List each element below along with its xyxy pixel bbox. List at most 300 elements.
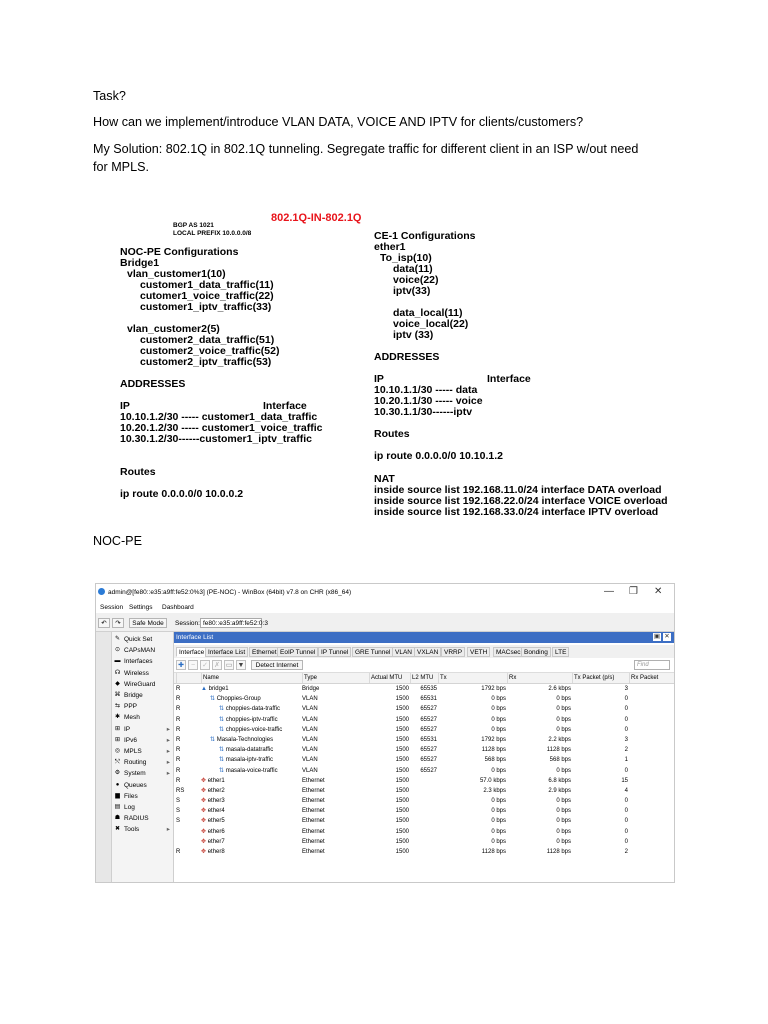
table-cell-rx: 0 bps — [556, 706, 571, 713]
quick-set-icon: ✎ — [114, 636, 121, 642]
mesh-icon: ✱ — [114, 714, 121, 721]
bridge-icon: ⌘ — [114, 692, 121, 698]
sidebar-item-files[interactable] — [112, 791, 173, 802]
table-cell-type: Ethernet — [302, 777, 325, 784]
sidebar-item-log[interactable] — [112, 802, 173, 813]
ce-ip-col: IP — [374, 373, 384, 385]
table-cell-rx: 2.6 kbps — [548, 686, 571, 692]
tab-ip-tunnel[interactable]: IP Tunnel — [318, 647, 351, 657]
menu-dashboard[interactable]: Dashboard — [162, 604, 194, 611]
ce-nat-row: inside source list 192.168.22.0/24 interface VOICE overload — [374, 495, 668, 507]
table-row[interactable] — [174, 684, 674, 694]
table-cell-txp: 0 — [624, 798, 628, 805]
noc-vlan2: vlan_customer2(5) — [127, 323, 220, 335]
table-cell-rx: 568 bps — [549, 757, 571, 764]
noc-vlan2-item: customer2_iptv_traffic(53) — [140, 356, 272, 368]
bridge-icon: ▲ — [201, 686, 209, 692]
table-row[interactable] — [174, 766, 674, 776]
sidebar-item-label: IPv6 — [124, 736, 138, 744]
ppp-icon: ⇆ — [114, 703, 121, 710]
table-row[interactable] — [174, 725, 674, 735]
noc-heading: NOC-PE Configurations — [120, 246, 239, 258]
table-cell-mtu: 1500 — [395, 757, 409, 764]
table-cell-l2: 65527 — [420, 757, 437, 764]
sidebar-item-label: Interfaces — [124, 658, 153, 666]
sidebar-item-label: System — [124, 770, 146, 778]
vlan-icon: ⇅ — [219, 716, 226, 723]
sidebar-item-label: Bridge — [124, 692, 143, 699]
table-cell-flag: RS — [176, 787, 185, 794]
interface-name: choppies-voice-traffic — [225, 726, 283, 733]
table-cell-type: VLAN — [302, 736, 318, 743]
mpls-icon: ◎ — [114, 748, 121, 754]
filter-icon[interactable]: ▼ — [237, 662, 245, 669]
table-row[interactable] — [174, 694, 674, 704]
interface-name-cell — [201, 755, 301, 765]
table-cell-mtu: 1500 — [395, 849, 409, 855]
table-cell-flag: R — [176, 686, 181, 692]
winbox-title: admin@[fe80::e35:a9ff:fe52:0%3] (PE-NOC) - WinBox (64bit) v7.8 on CHR (x86_64) — [108, 589, 352, 596]
table-cell-rx: 1128 bps — [546, 747, 571, 754]
table-cell-tx: 0 bps — [491, 828, 506, 835]
interface-name: ether4 — [207, 808, 225, 815]
sidebar-item-wireless[interactable] — [112, 668, 173, 679]
capsman-icon: ⊙ — [114, 647, 121, 654]
column-header[interactable] — [176, 673, 202, 683]
interface-name: masala-datatraffic — [225, 747, 274, 754]
sidebar-item-label: IP — [124, 725, 131, 733]
ip-icon: ⊞ — [114, 725, 121, 732]
interface-name: ether1 — [207, 777, 225, 784]
interface-name-cell — [201, 704, 301, 714]
sidebar-item-label: RADIUS — [124, 815, 149, 823]
table-cell-txp: 3 — [624, 736, 628, 743]
ce-iface-col: Interface — [487, 373, 531, 385]
interface-name-cell — [201, 827, 301, 837]
table-row[interactable] — [174, 755, 674, 765]
interface-table — [174, 673, 674, 857]
table-cell-tx: 568 bps — [484, 757, 506, 764]
table-cell-mtu: 1500 — [395, 767, 409, 774]
table-cell-type: VLAN — [302, 716, 318, 723]
table-cell-l2: 65527 — [420, 726, 437, 733]
ce-to-isp: To_isp(10) — [380, 252, 432, 264]
table-cell-tx: 57.0 kbps — [479, 777, 506, 784]
winbox-logo-icon — [98, 588, 105, 595]
interface-name: bridge1 — [208, 686, 229, 692]
wireless-icon: ☊ — [114, 669, 121, 676]
interface-name-cell — [201, 786, 301, 796]
table-cell-mtu: 1500 — [395, 787, 409, 794]
sidebar-item-mesh[interactable] — [112, 712, 173, 723]
tab-gre-tunnel[interactable]: GRE Tunnel — [352, 647, 393, 657]
sidebar-item-label: MPLS — [124, 748, 142, 755]
noc-addr-row: 10.30.1.2/30------customer1_iptv_traffic — [120, 433, 312, 445]
table-row[interactable] — [174, 827, 674, 837]
interface-name-cell — [201, 684, 301, 694]
table-cell-mtu: 1500 — [395, 726, 409, 733]
tab-bonding[interactable]: Bonding — [521, 647, 551, 657]
sidebar-item-label: Routing — [124, 759, 147, 767]
table-cell-mtu: 1500 — [395, 818, 409, 825]
interface-tabs — [174, 645, 674, 658]
table-cell-flag: S — [176, 808, 181, 815]
table-cell-tx: 0 bps — [491, 808, 506, 815]
interface-name-cell — [201, 837, 301, 847]
sidebar-menu — [112, 632, 174, 882]
table-header — [174, 673, 674, 684]
sidebar-item-label: Queues — [124, 781, 147, 789]
table-cell-type: VLAN — [302, 747, 318, 754]
table-cell-rx: 0 bps — [556, 818, 571, 825]
interface-list-titlebar — [174, 632, 674, 643]
table-cell-flag: R — [176, 777, 181, 784]
session-field[interactable]: fe80::e35:a9ff:fe52:0:3 — [200, 618, 262, 628]
vlan-icon: ⇅ — [219, 757, 226, 764]
interface-name-cell — [201, 776, 301, 786]
sidebar-strip — [96, 632, 112, 882]
enable-icon[interactable]: ✓ — [200, 660, 210, 670]
ethernet-icon: ✥ — [201, 849, 208, 855]
table-cell-rx: 0 bps — [556, 726, 571, 733]
sidebar-item-ppp[interactable] — [112, 701, 173, 712]
table-cell-type: Bridge — [302, 686, 320, 692]
table-cell-mtu: 1500 — [395, 808, 409, 815]
table-cell-tx: 1128 bps — [481, 747, 506, 754]
noc-iface-col: Interface — [263, 400, 307, 412]
table-cell-mtu: 1500 — [395, 736, 409, 743]
column-header[interactable]: Tx — [438, 673, 508, 683]
table-cell-l2: 65527 — [420, 706, 437, 713]
ethernet-icon: ✥ — [201, 828, 208, 835]
menu-bar — [96, 601, 674, 613]
ce-addr-row: 10.10.1.1/30 ----- data — [374, 384, 478, 396]
table-cell-rx: 0 bps — [556, 808, 571, 815]
noc-route: ip route 0.0.0.0/0 10.0.0.2 — [120, 488, 244, 500]
table-cell-l2: 65527 — [420, 716, 437, 723]
interface-name-cell — [201, 806, 301, 816]
vlan-icon: ⇅ — [219, 706, 226, 713]
interface-name: ether3 — [207, 798, 225, 805]
vlan-icon: ⇅ — [210, 696, 217, 703]
table-cell-txp: 2 — [624, 849, 628, 855]
noc-routes: Routes — [120, 466, 156, 478]
ethernet-icon: ✥ — [201, 818, 208, 825]
table-cell-rx: 6.8 kbps — [548, 777, 571, 784]
interfaces-icon: ▬ — [114, 658, 121, 665]
sidebar-item-system[interactable] — [112, 768, 173, 779]
ce-route: ip route 0.0.0.0/0 10.10.1.2 — [374, 450, 503, 462]
column-header[interactable]: Actual MTU — [369, 673, 411, 683]
table-row[interactable] — [174, 816, 674, 826]
comment-icon[interactable]: ▭ — [225, 662, 233, 669]
table-cell-txp: 0 — [624, 818, 628, 825]
table-cell-flag: R — [176, 736, 181, 743]
sidebar-item-label: Files — [124, 792, 138, 800]
redo-button[interactable]: ↷ — [112, 618, 124, 628]
solution-line-2: for MPLS. — [93, 160, 149, 174]
ce-local: data_local(11) — [393, 307, 463, 319]
table-cell-type: Ethernet — [302, 787, 325, 794]
column-header[interactable]: L2 MTU — [410, 673, 439, 683]
radius-icon: ☗ — [114, 815, 121, 822]
table-cell-tx: 0 bps — [491, 716, 506, 723]
sidebar-item-interfaces[interactable] — [112, 656, 173, 667]
interface-name: ether7 — [207, 838, 225, 845]
tab-vlan[interactable]: VLAN — [392, 647, 415, 657]
ce-heading: CE-1 Configurations — [374, 230, 476, 242]
close-icon[interactable]: ✕ — [654, 586, 663, 597]
interface-name-cell — [201, 816, 301, 826]
wireguard-icon: ◆ — [115, 680, 120, 687]
table-cell-flag: R — [176, 706, 181, 713]
sidebar-item-tools[interactable] — [112, 824, 173, 835]
tab-vrrp[interactable]: VRRP — [441, 647, 465, 657]
undo-button[interactable]: ↶ — [98, 618, 110, 628]
table-cell-txp: 0 — [624, 696, 628, 703]
sidebar-item-ipv6[interactable] — [112, 735, 173, 746]
interface-name-cell — [201, 847, 301, 857]
interface-name-cell — [201, 745, 301, 755]
sidebar-item-ip[interactable] — [112, 724, 173, 735]
chevron-right-icon: ▸ — [166, 826, 170, 834]
ce-addresses: ADDRESSES — [374, 351, 440, 363]
table-cell-tx: 1128 bps — [481, 849, 506, 855]
table-cell-type: Ethernet — [302, 849, 325, 855]
table-cell-mtu: 1500 — [395, 777, 409, 784]
ce-nat-row: inside source list 192.168.33.0/24 interface IPTV overload — [374, 506, 659, 518]
interface-name-cell — [201, 694, 301, 704]
tab-veth[interactable]: VETH — [467, 647, 490, 657]
table-cell-tx: 0 bps — [491, 838, 506, 845]
interface-name: Masala-Technologies — [216, 736, 274, 743]
table-row[interactable] — [174, 796, 674, 806]
table-cell-txp: 4 — [624, 787, 628, 794]
local-prefix: LOCAL PREFIX 10.0.0.0/8 — [173, 230, 252, 237]
restore-icon[interactable]: ❐ — [629, 586, 638, 597]
remove-icon[interactable]: − — [188, 660, 198, 670]
table-cell-txp: 15 — [621, 777, 628, 784]
interface-name: ether5 — [207, 818, 225, 825]
table-cell-rx: 1128 bps — [546, 849, 571, 855]
sidebar-item-label: Mesh — [124, 714, 140, 722]
table-cell-tx: 2.3 kbps — [483, 787, 506, 794]
table-cell-rx: 0 bps — [556, 798, 571, 805]
session-label: Session: — [175, 620, 200, 627]
table-cell-tx: 0 bps — [491, 726, 506, 733]
table-cell-mtu: 1500 — [395, 706, 409, 713]
table-cell-mtu: 1500 — [395, 747, 409, 754]
table-cell-mtu: 1500 — [395, 838, 409, 845]
tab-lte[interactable]: LTE — [552, 647, 569, 657]
sidebar-item-label: CAPsMAN — [124, 647, 156, 655]
column-header[interactable]: Rx — [507, 673, 573, 683]
table-cell-flag: R — [176, 849, 181, 855]
interface-name: ether6 — [207, 828, 225, 835]
vlan-icon: ⇅ — [219, 767, 226, 774]
maximize-icon[interactable]: ▣ — [653, 633, 661, 640]
table-cell-rx: 0 bps — [556, 716, 571, 723]
table-cell-type: VLAN — [302, 767, 318, 774]
table-cell-rx: 0 bps — [556, 828, 571, 835]
noc-addresses: ADDRESSES — [120, 378, 186, 390]
tab-ethernet[interactable]: Ethernet — [249, 647, 280, 657]
menu-settings[interactable]: Settings — [129, 604, 153, 611]
tools-icon: ✖ — [114, 826, 121, 833]
main-toolbar — [96, 615, 674, 632]
table-cell-l2: 65535 — [420, 686, 437, 692]
routing-icon: ⤲ — [115, 759, 120, 766]
sidebar-item-bridge[interactable] — [112, 690, 173, 701]
chevron-right-icon: ▸ — [166, 736, 170, 744]
noc-vlan2-item: customer2_data_traffic(51) — [140, 334, 275, 346]
sidebar-item-radius[interactable] — [112, 813, 173, 824]
interface-name-cell — [201, 715, 301, 725]
tab-interface-list[interactable]: Interface List — [205, 647, 248, 657]
noc-vlan2-item: customer2_voice_traffic(52) — [140, 345, 280, 357]
interface-name: ether8 — [207, 849, 225, 855]
chevron-right-icon: ▸ — [166, 748, 170, 755]
ce-local: iptv (33) — [393, 329, 434, 341]
noc-vlan1: vlan_customer1(10) — [127, 268, 226, 280]
table-row[interactable] — [174, 786, 674, 796]
noc-vlan1-item: cutomer1_voice_traffic(22) — [140, 290, 274, 302]
sidebar-item-queues[interactable] — [112, 780, 173, 791]
tab-eoip-tunnel[interactable]: EoIP Tunnel — [277, 647, 318, 657]
table-cell-flag: R — [176, 716, 181, 723]
column-header[interactable]: Rx Packet — [629, 673, 673, 683]
files-icon: ▆ — [115, 792, 120, 799]
vlan-icon: ⇅ — [219, 747, 226, 754]
ethernet-icon: ✥ — [201, 798, 208, 805]
interface-list-window — [174, 632, 674, 882]
ce-ether: ether1 — [374, 241, 406, 253]
table-row[interactable] — [174, 745, 674, 755]
noc-addr-row: 10.10.1.2/30 ----- customer1_data_traffic — [120, 411, 318, 423]
column-header[interactable]: Tx Packet (p/s) — [572, 673, 630, 683]
list-toolbar — [174, 658, 674, 673]
column-header[interactable]: Type — [302, 673, 370, 683]
interface-name-cell — [201, 766, 301, 776]
sidebar-item-mpls[interactable] — [112, 746, 173, 757]
menu-session[interactable]: Session — [100, 604, 124, 611]
ethernet-icon: ✥ — [201, 808, 208, 815]
interface-name: choppies-data-traffic — [225, 706, 280, 713]
interface-list-title: Interface List — [176, 634, 214, 641]
table-cell-type: Ethernet — [302, 828, 325, 835]
interface-name: masala-iptv-traffic — [225, 757, 273, 764]
ce-vlan: data(11) — [393, 263, 433, 275]
table-cell-tx: 0 bps — [491, 818, 506, 825]
minimize-icon[interactable]: — — [604, 586, 614, 597]
ce-nat-row: inside source list 192.168.11.0/24 interface DATA overload — [374, 484, 662, 496]
table-cell-l2: 65527 — [420, 747, 437, 754]
ethernet-icon: ✥ — [201, 777, 208, 784]
interface-name: Choppies-Group — [216, 696, 261, 703]
table-cell-l2: 65531 — [420, 736, 437, 743]
ce-vlan: iptv(33) — [393, 285, 431, 297]
question-text: How can we implement/introduce VLAN DATA, VOICE AND IPTV for clients/customers? — [93, 115, 584, 129]
sidebar-item-capsman[interactable] — [112, 645, 173, 656]
tab-interface[interactable]: Interface — [176, 647, 207, 657]
interface-name-cell — [201, 735, 301, 745]
sidebar-item-routing[interactable] — [112, 757, 173, 768]
sidebar-item-wireguard[interactable] — [112, 679, 173, 690]
ethernet-icon: ✥ — [201, 838, 208, 845]
find-input[interactable]: Find — [634, 660, 670, 670]
table-cell-type: VLAN — [302, 726, 318, 733]
table-row[interactable] — [174, 837, 674, 847]
interface-name-cell — [201, 725, 301, 735]
table-row[interactable] — [174, 704, 674, 714]
tab-macsec[interactable]: MACsec — [493, 647, 524, 657]
table-row[interactable] — [174, 847, 674, 857]
ce-nat: NAT — [374, 473, 395, 485]
ipv6-icon: ⊞ — [114, 736, 121, 743]
tab-vxlan[interactable]: VXLAN — [414, 647, 441, 657]
table-cell-flag: R — [176, 726, 181, 733]
table-cell-mtu: 1500 — [395, 828, 409, 835]
table-cell-mtu: 1500 — [395, 686, 409, 692]
table-cell-type: Ethernet — [302, 798, 325, 805]
safe-mode-button[interactable]: Safe Mode — [129, 618, 167, 628]
queues-icon: ● — [115, 781, 120, 788]
sidebar-item-label: Tools — [124, 826, 140, 834]
table-cell-txp: 0 — [624, 767, 628, 774]
noc-vlan1-item: customer1_iptv_traffic(33) — [140, 301, 272, 313]
table-cell-flag: S — [176, 818, 181, 825]
table-cell-flag: R — [176, 757, 181, 764]
winbox-window — [95, 583, 675, 883]
solution-line-1: My Solution: 802.1Q in 802.1Q tunneling. Segregate traffic for different client in an ISP w/out need — [93, 142, 639, 156]
interface-name: ether2 — [207, 787, 225, 794]
close-icon[interactable]: ✕ — [664, 633, 670, 640]
disable-icon[interactable]: ✗ — [212, 660, 222, 670]
table-cell-flag: R — [176, 767, 181, 774]
table-row[interactable] — [174, 776, 674, 786]
table-cell-tx: 1792 bps — [481, 686, 506, 692]
noc-bridge: Bridge1 — [120, 257, 160, 269]
chevron-right-icon: ▸ — [166, 759, 170, 767]
table-cell-type: VLAN — [302, 696, 318, 703]
sidebar-item-quick-set[interactable] — [112, 634, 173, 645]
table-row[interactable] — [174, 715, 674, 725]
chevron-right-icon: ▸ — [166, 725, 170, 733]
table-cell-txp: 0 — [624, 808, 628, 815]
table-cell-flag: S — [176, 798, 181, 805]
table-cell-type: VLAN — [302, 706, 318, 713]
table-cell-txp: 1 — [624, 757, 628, 764]
table-cell-rx: 0 bps — [556, 767, 571, 774]
table-cell-txp: 0 — [624, 838, 628, 845]
sidebar-item-label: Quick Set — [124, 636, 153, 643]
table-row[interactable] — [174, 806, 674, 816]
table-row[interactable] — [174, 735, 674, 745]
ethernet-icon: ✥ — [201, 787, 208, 794]
table-cell-txp: 3 — [624, 686, 628, 692]
table-cell-flag: R — [176, 747, 181, 754]
table-cell-type: Ethernet — [302, 838, 325, 845]
noc-ip-col: IP — [120, 400, 130, 412]
table-cell-txp: 0 — [624, 706, 628, 713]
column-header[interactable]: Name — [201, 673, 303, 683]
table-cell-mtu: 1500 — [395, 798, 409, 805]
add-icon[interactable]: ✚ — [176, 660, 186, 670]
table-cell-mtu: 1500 — [395, 696, 409, 703]
log-icon: ▤ — [114, 804, 121, 810]
chevron-right-icon: ▸ — [166, 770, 170, 778]
detect-internet-button[interactable]: Detect Internet — [251, 660, 303, 670]
